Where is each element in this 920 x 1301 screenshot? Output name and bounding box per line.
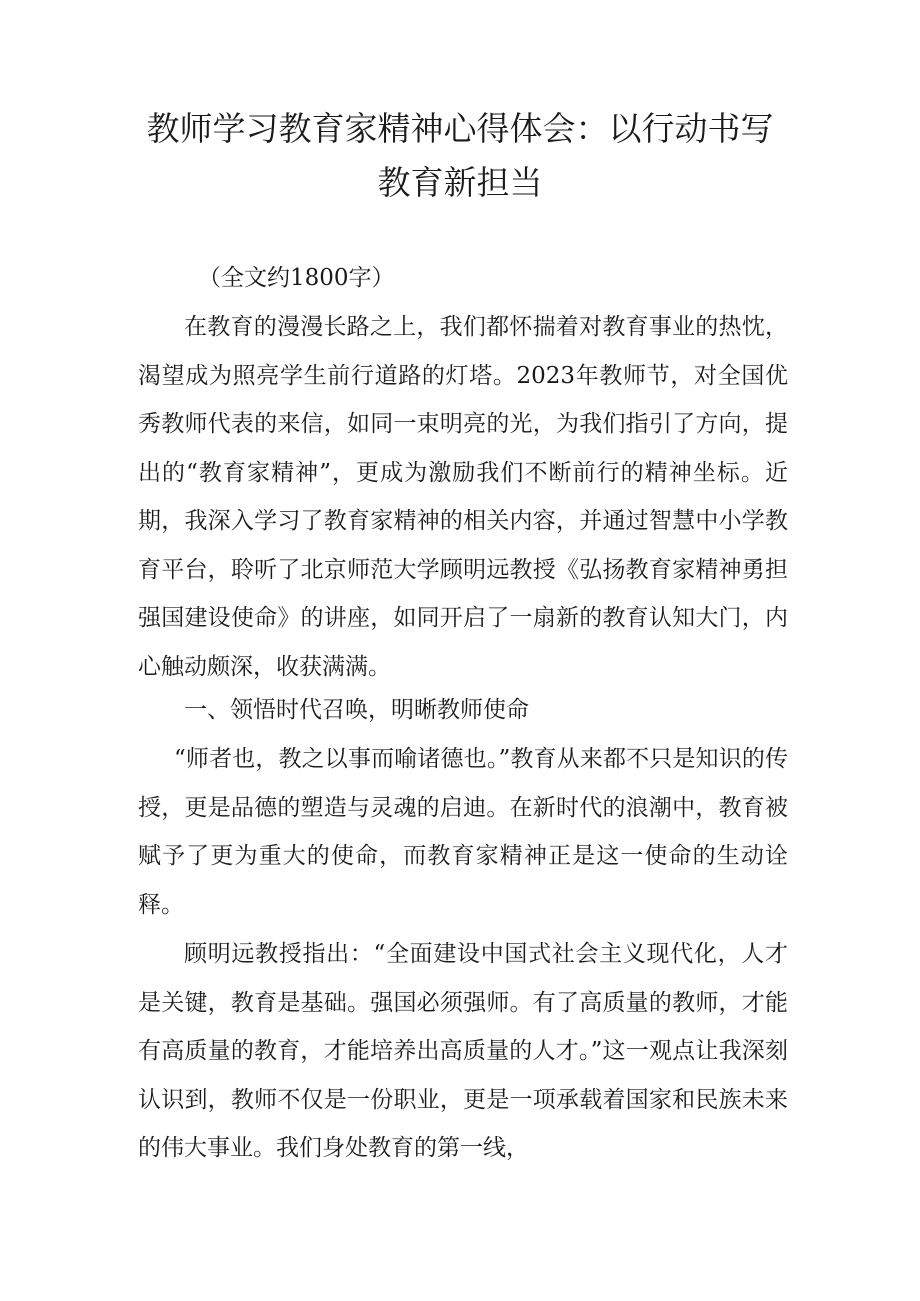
document-title-line-1: 教师学习教育家精神心得体会：以行动书写 [146, 109, 774, 148]
gu-mingyuan-paragraph: 顾明远教授指出：“全面建设中国式社会主义现代化，人才是关键，教育是基础。强国必须强师。有了高质量的教师，才能有高质量的教育，才能培养出高质量的人才。”这一观点让我深刻认识到，教师不仅是一份职业，更是一项承载着国家和民族未来的伟大事业。我们身处教育的第一线， [138, 941, 788, 1161]
document-title-line-2: 教育新担当 [377, 163, 543, 202]
intro-paragraph: 在教育的漫漫长路之上，我们都怀揣着对教育事业的热忱，渴望成为照亮学生前行道路的灯塔。2023年教师节，对全国优秀教师代表的来信，如同一束明亮的光，为我们指引了方向，提出的“教育家精神”，更成为激励我们不断前行的精神坐标。近期，我深入学习了教育家精神的相关内容，并通过智慧中小学教育平台，聆听了北京师范大学顾明远教授《弘扬教育家精神勇担强国建设使命》的讲座，如同开启了一扇新的教育认知大门，内心触动颇深，收获满满。 [138, 314, 788, 680]
section-heading-1: 一、领悟时代召唤，明晰教师使命 [184, 697, 529, 723]
word-count-note: （全文约1800字） [198, 265, 395, 291]
quote-paragraph: “师者也，教之以事而喻诸德也。”教育从来都不只是知识的传授，更是品德的塑造与灵魂的启迪。在新时代的浪潮中，教育被赋予了更为重大的使命，而教育家精神正是这一使命的生动诠释。 [138, 746, 788, 918]
